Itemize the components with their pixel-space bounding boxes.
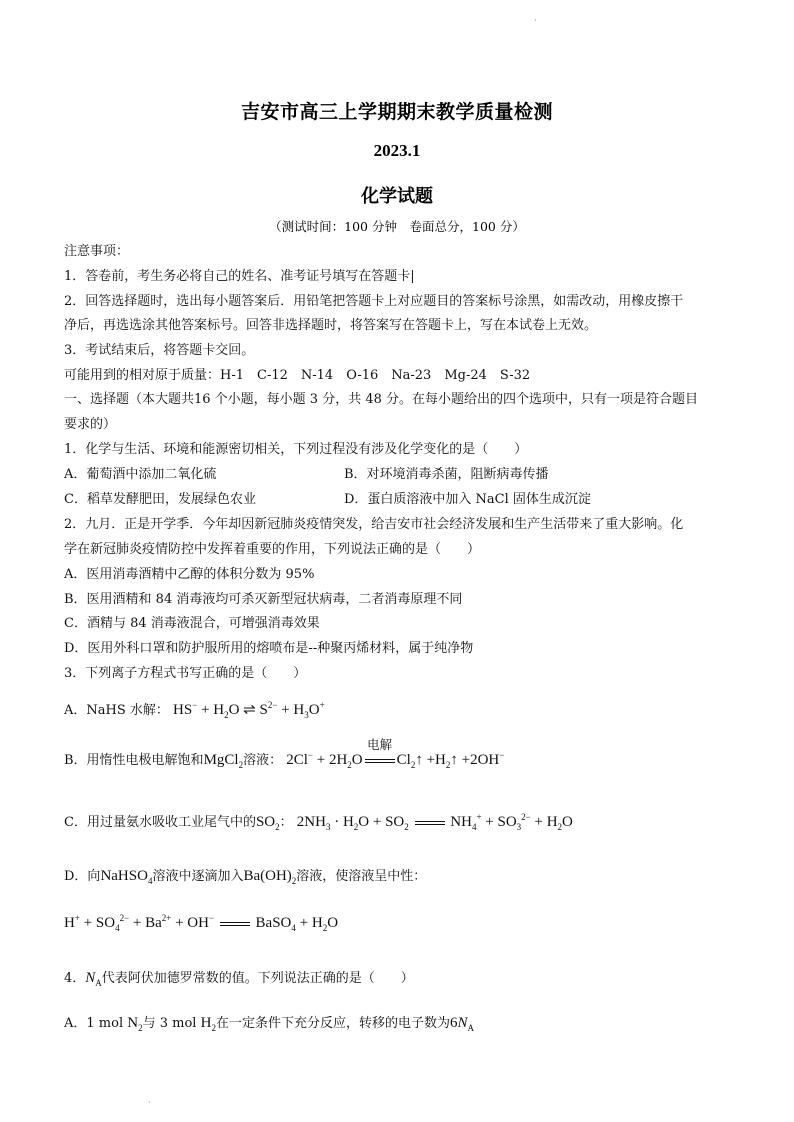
q3-c-so2: $SO_2$ xyxy=(255,814,280,832)
q1-option-a: A．葡萄酒中添加二氧化硫 xyxy=(64,467,217,482)
q4-a-answer: $6N_A$ xyxy=(449,1015,474,1033)
q3-c-equation: $2NH_3 \cdot H_2O + SO_2$ $NH_4^+ + SO_3^{2-} + H_2O$ xyxy=(296,812,573,832)
notice-item-1: 1．答卷前，考生务必将自己的姓名、准考证号填写在答题卡| xyxy=(64,269,415,284)
q1-option-c: C．稻草发酵肥田，发展绿色农业 xyxy=(64,492,256,507)
q4-number: 4． xyxy=(64,971,86,986)
notice-item-3: 3．考试结束后，将答题卡交回。 xyxy=(64,343,255,358)
q2-stem-a: 2．九月．正是开学季．今年却因新冠肺炎疫情突发，给吉安市社会经济发展和生产生活带来了重大影响。化 xyxy=(64,517,684,532)
q3-c-colon: ： xyxy=(279,815,293,830)
notice-item-2a: 2．回答选择题时，选出每小题答案后．用铅笔把答题卡上对应题目的答案标号涂黑，如需改动，用橡皮擦干 xyxy=(64,294,684,309)
atomic-masses: 可能用到的相对原于质量：H-1 C-12 N-14 O-16 Na-23 Mg-24 S-32 xyxy=(64,368,531,383)
section-intro-b: 要求的） xyxy=(64,417,117,432)
notice-heading: 注意事项： xyxy=(64,244,130,259)
q4-a-prefix: A．1 mol xyxy=(64,1016,124,1031)
exam-subject: 化学试题 xyxy=(361,186,433,207)
q3-d-suffix: 溶液，使溶液呈中性： xyxy=(296,869,427,884)
q4-a-mid2: 在一定条件下充分反应，转移的电子数为 xyxy=(215,1016,450,1031)
q3-d-equation: $H^+ + SO_4^{2-} + Ba^{2+} + OH^-$ BaSO$_4$ + $H_2O$ xyxy=(64,913,339,933)
q3-d-prefix: D．向 xyxy=(64,869,101,884)
q3-stem: 3．下列离子方程式书写正确的是（ ） xyxy=(64,666,307,681)
q2-option-d: D．医用外科口罩和防护服所用的熔喷布是--种聚丙烯材料，属于纯净物 xyxy=(64,641,474,656)
q4-stem-line xyxy=(64,967,414,987)
q3-option-a xyxy=(64,699,325,719)
exam-title: 吉安市高三上学期期末教学质量检测 xyxy=(240,101,553,123)
q4-na-symbol: $N_A$ xyxy=(85,970,102,988)
q3-d-nahso4: NaHSO$_4$ xyxy=(100,868,153,886)
q3-option-c xyxy=(64,811,573,831)
q3-b-mgcl2: MgCl$_2$ xyxy=(203,752,244,770)
scan-dot: · xyxy=(148,1098,151,1108)
q4-a-n2: $N_2$ xyxy=(127,1015,143,1033)
q3-b-mid: 溶液： xyxy=(243,753,283,768)
q3-option-b xyxy=(64,737,505,770)
q3-c-prefix: C．用过量氨水吸收工业尾气中的 xyxy=(64,815,256,830)
q3-a-equation: $HS^- + H_2O$ ⇌ $S^{2-} + H_3O^+$ xyxy=(173,700,325,720)
section-intro-a: 一、选择题（本大题共16 个小题，每小题 3 分，共 48 分。在每小题给出的四个选项中，只有一项是符合题目 xyxy=(64,392,699,407)
exam-date: 2023.1 xyxy=(373,141,421,160)
q3-option-d xyxy=(64,865,426,885)
electrolysis-sign xyxy=(363,737,397,769)
q3-b-equation: $2Cl^- + 2H_2O$ 电解 $Cl_2↑$ $+H_2↑ +2OH^-$ xyxy=(286,737,505,770)
q3-d-baoh2: $Ba(OH)_2$ xyxy=(243,868,297,886)
q1-option-b: B．对环境消毒杀菌，阻断病毒传播 xyxy=(344,467,549,482)
q4-stem: 代表阿伏加德罗常数的值。下列说法正确的是（ ） xyxy=(101,971,414,986)
q2-option-a: A．医用消毒酒精中乙醇的体积分数为 95% xyxy=(64,567,315,582)
q4-a-h2: $H_2$ xyxy=(200,1015,216,1033)
q3-a-prefix: A．NaHS 水解： xyxy=(64,703,169,718)
electrolysis-label: 电解 xyxy=(367,737,393,752)
q3-d-mid: 溶液中逐滴加入 xyxy=(152,869,244,884)
scan-dot: · xyxy=(534,16,537,26)
q3-d-equation-line xyxy=(64,915,338,932)
q2-option-c: C．酒精与 84 消毒液混合，可增强消毒效果 xyxy=(64,616,320,631)
q2-stem-b: 学在新冠肺炎疫情防控中发挥着重要的作用，下列说法正确的是（ ） xyxy=(64,542,481,557)
exam-info: （测试时间：100 分钟 卷面总分，100 分） xyxy=(269,219,525,234)
q1-option-d: D．蛋白质溶液中加入 NaCl 固体生成沉淀 xyxy=(344,492,591,507)
q4-option-a xyxy=(64,1012,474,1032)
q4-a-mid1: 与 3 mol xyxy=(142,1016,197,1031)
q3-b-prefix: B．用惰性电极电解饱和 xyxy=(64,753,204,768)
q2-option-b: B．医用酒精和 84 消毒液均可杀灭新型冠状病毒，二者消毒原理不同 xyxy=(64,592,463,607)
q1-stem: 1．化学与生活、环境和能源密切相关，下列过程没有涉及化学变化的是（ ） xyxy=(64,442,528,457)
notice-item-2b: 净后，再选选涂其他答案标号。回答非选择题时，将答案写在答题卡上，写在本试卷上无效。 xyxy=(64,318,598,333)
